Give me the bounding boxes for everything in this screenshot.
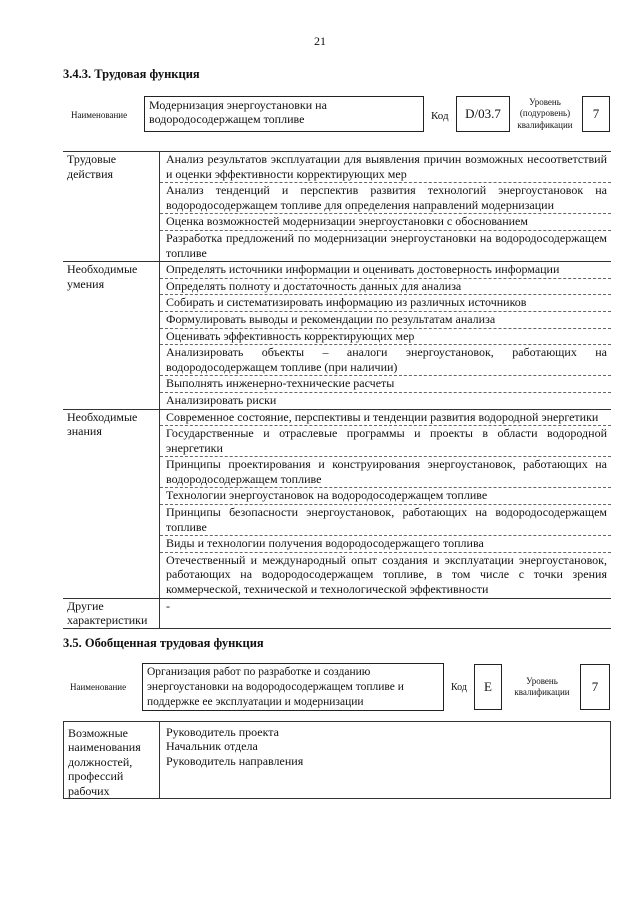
list-item: Виды и технологии получения водородосодержащего топлива [160,536,611,553]
level-label-2-line-1: Уровень [526,676,558,686]
list-item: Выполнять инженерно-технические расчеты [160,376,611,393]
row-items [159,599,611,628]
list-item: Оценка возможностей модернизации энергоустановки с обоснованием [160,214,611,231]
list-item: - [166,598,170,613]
function-code: D/03.7 [456,96,510,132]
list-item: Технологии энергоустановок на водородосодержащем топливе [160,488,611,505]
function-name: Модернизация энергоустановки на водородосодержащем топливе [144,96,424,132]
level-label-2-line-2: квалификации [514,687,570,698]
row-items [159,410,611,598]
jobs-label: Возможные наименования должностей, профессий рабочих [64,722,160,798]
list-item: Руководитель проекта [166,725,279,739]
qualification-level: 7 [582,96,610,132]
job-titles-table [63,721,611,799]
section-title: 3.4.3. Трудовая функция [63,67,200,81]
section-title-2: 3.5. Обобщенная трудовая функция [63,636,264,650]
list-item: Оценивать эффективность корректирующих мер [160,329,611,346]
list-item: Анализ результатов эксплуатации для выявления причин возможных несоответствий и оценки эффективности корректирующих мер [160,152,611,183]
code-label: Код [431,110,449,122]
row-label: Другие характеристики [67,598,148,628]
list-item: Начальник отдела [166,739,258,754]
row-other-characteristics [63,598,611,628]
list-item: Отечественный и международный опыт создания и эксплуатации энергоустановок, работающих на водородосодержащем топливе, в том числе с точки зрения коммерческой, технической и технологической эффективности [166,552,607,597]
list-item: Анализировать риски [166,392,277,407]
name-label: Наименование [71,110,128,120]
list-item: Современное состояние, перспективы и тенденции развития водородной энергетики [160,410,611,427]
level-label-line-2: (подуровень) [519,108,571,119]
row-label: Необходимые знания [67,409,138,439]
labor-function-table [63,151,611,629]
list-item: Разработка предложений по модернизации энергоустановки на водородосодержащем топливе [166,230,607,260]
list-item: Определять источники информации и оценивать достоверность информации [160,262,611,279]
row-required-knowledge [63,409,611,598]
list-item: Анализировать объекты – аналоги энергоустановок, работающих на водородосодержащем топливе (при наличии) [160,345,611,376]
row-label: Трудовые действия [67,152,117,181]
list-item: Анализ тенденций и перспектив развития технологий энергоустановок на водородосодержащем топливе для определения направлений модернизации [160,183,611,214]
level-label-line-1: Уровень [529,97,561,107]
level-label-2 [508,676,576,699]
name-label-2: Наименование [70,682,127,692]
jobs-list [160,722,610,798]
row-label: Необходимые умения [67,262,138,291]
row-items [159,152,611,261]
row-items [159,262,611,408]
list-item: Государственные и отраслевые программы и проекты в области водородной энергетики [160,426,611,457]
list-item: Принципы безопасности энергоустановок, работающих на водородосодержащем топливе [160,505,611,536]
code-label-2: Код [451,682,467,693]
generalized-function-name: Организация работ по разработке и созданию энергоустановки на водородосодержащем топливе и поддержке ее эксплуатации и модернизации [142,663,444,711]
list-item: Руководитель направления [166,753,304,768]
list-item: Определять полноту и достаточность данных для анализа [160,279,611,296]
list-item: Принципы проектирования и конструирования энергоустановок, работающих на водородосодержащем топливе [160,457,611,488]
generalized-function-code: E [474,664,502,710]
qualification-level-2: 7 [580,664,610,710]
list-item: Собирать и систематизировать информацию из различных источников [160,295,611,312]
level-label [512,97,578,131]
row-labor-actions [63,152,611,261]
page-number: 21 [314,34,326,48]
row-required-skills [63,261,611,408]
list-item: Формулировать выводы и рекомендации по результатам анализа [160,312,611,329]
level-label-line-3: квалификации [517,119,573,130]
